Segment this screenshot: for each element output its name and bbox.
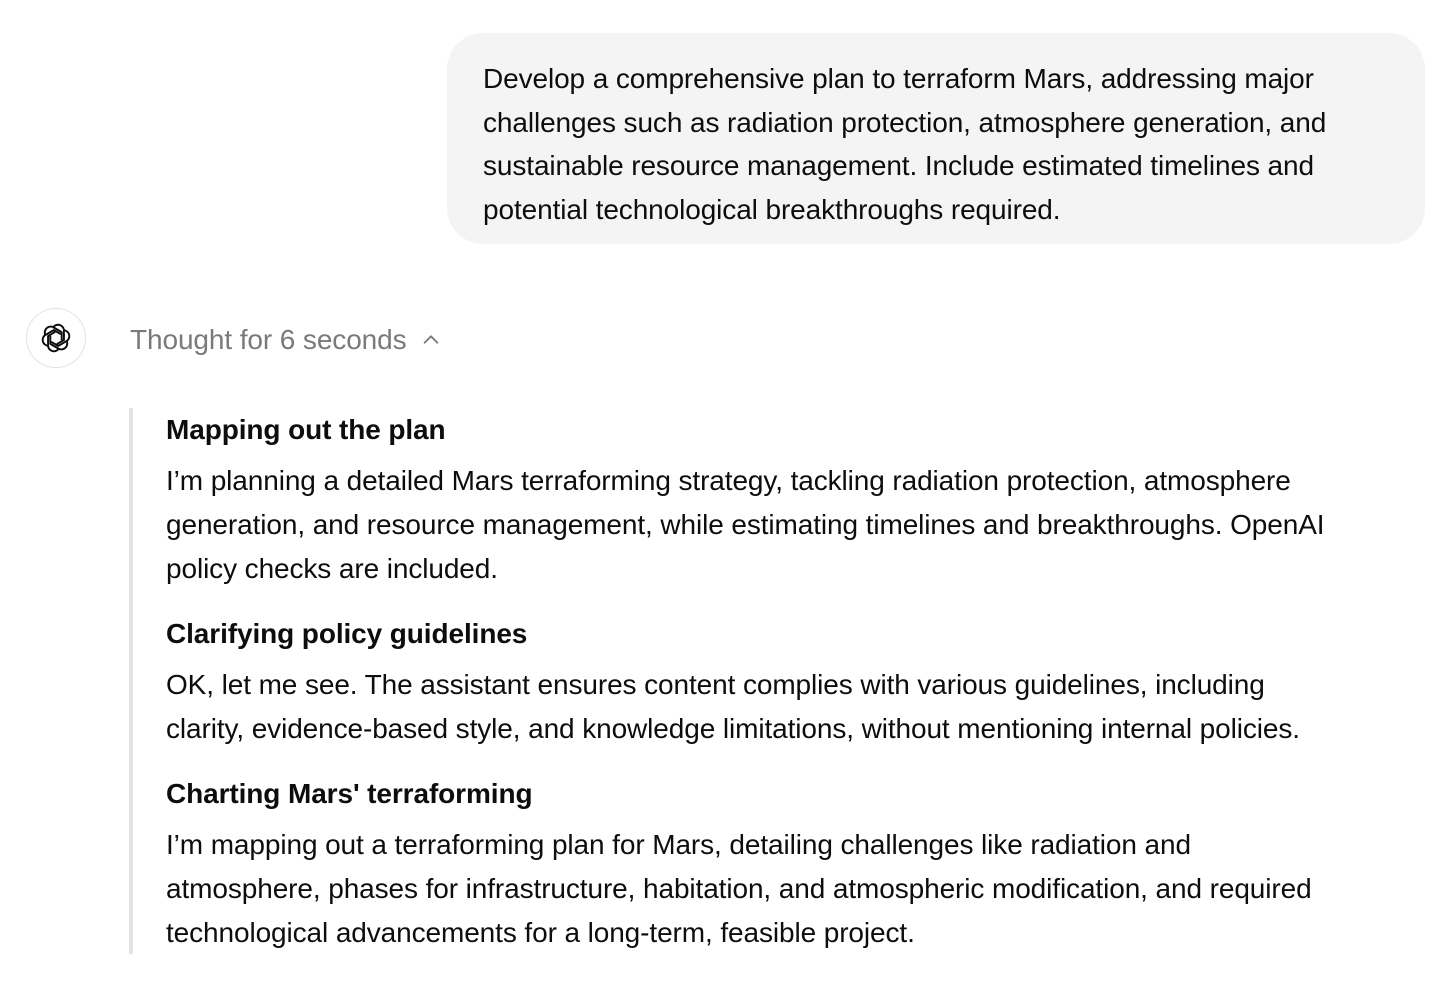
reasoning-section-body: I’m mapping out a terraforming plan for Mars, detailing challenges like radiation and atmosphere, phases for infrastructure, habitation, and atmospheric modification, and required technological advancements for a long-term, feasible project.: [166, 829, 1312, 948]
reasoning-section-title: Clarifying policy guidelines: [166, 618, 528, 649]
thought-duration-label: Thought for 6 seconds: [130, 324, 407, 355]
thought-toggle-button[interactable]: [130, 318, 443, 362]
reasoning-section-title: Mapping out the plan: [166, 414, 446, 445]
reasoning-panel: [129, 408, 1429, 954]
chevron-up-icon: [419, 328, 443, 352]
assistant-avatar: [26, 308, 86, 368]
reasoning-section-body: OK, let me see. The assistant ensures content complies with various guidelines, including clarity, evidence-based style, and knowledge limitations, without mentioning internal policies.: [166, 669, 1300, 744]
user-message-text: Develop a comprehensive plan to terraform Mars, addressing major challenges such as radiation protection, atmosphere generation, and sustainable resource management. Include estimated timelines and potential technological breakthroughs required.: [483, 63, 1327, 225]
reasoning-section-body: I’m planning a detailed Mars terraforming strategy, tackling radiation protection, atmosphere generation, and resource management, while estimating timelines and breakthroughs. OpenAI policy checks are included.: [166, 465, 1325, 584]
openai-logo-icon: [39, 321, 73, 355]
reasoning-section-title: Charting Mars' terraforming: [166, 778, 533, 809]
user-message-bubble: [447, 33, 1425, 244]
